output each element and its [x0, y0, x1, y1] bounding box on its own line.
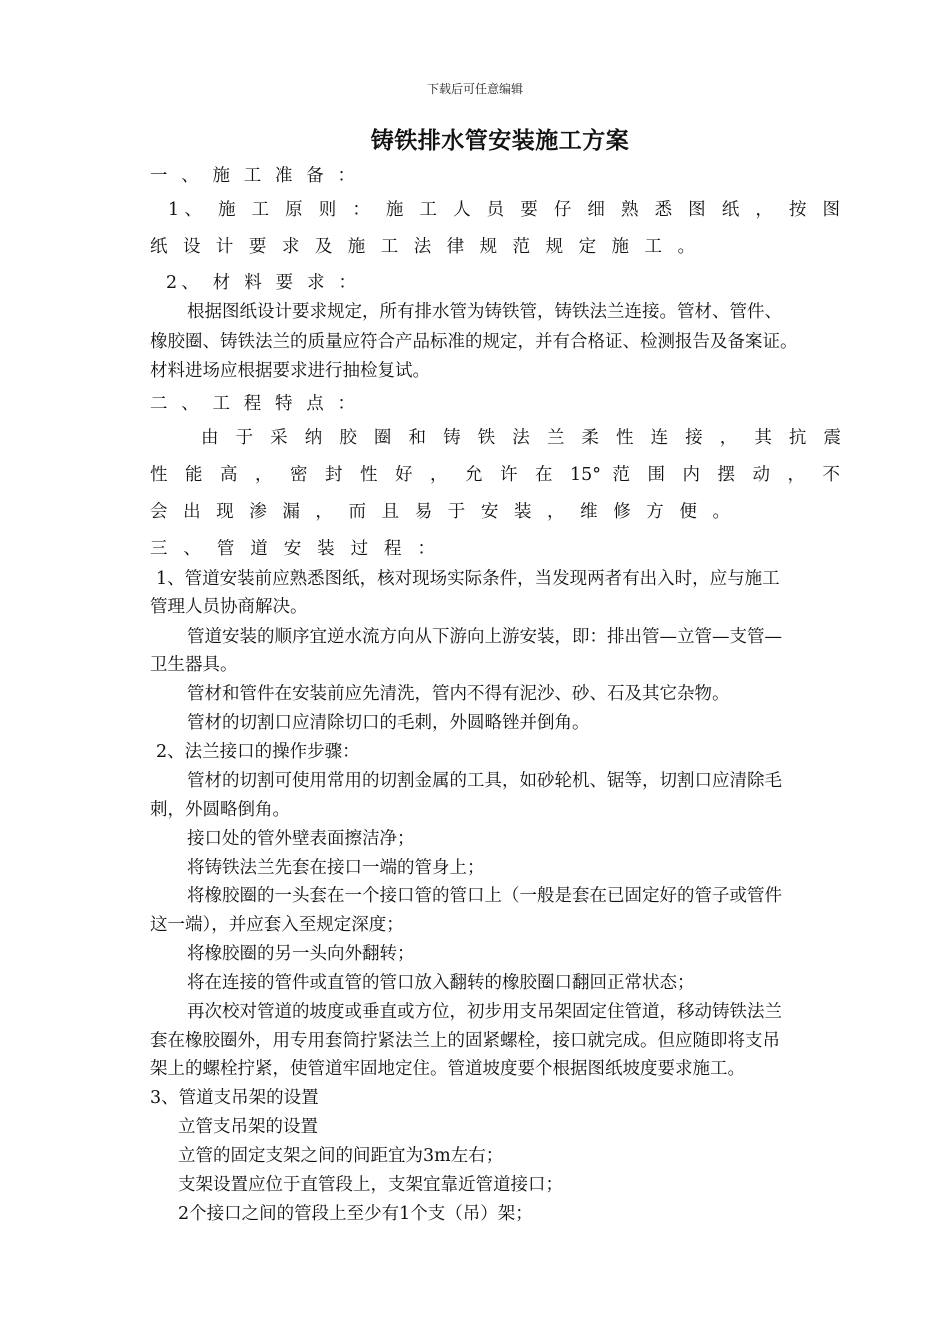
paragraph-line: 管材的切割口应清除切口的毛刺，外圆略锉并倒角。	[187, 713, 590, 733]
paragraph-line: 根据图纸设计要求规定，所有排水管为铸铁管，铸铁法兰连接。管材、管件、	[187, 302, 782, 322]
paragraph-line: 3、管道支吊架的设置	[150, 1088, 319, 1108]
paragraph-line: 立管的固定支架之间的间距宜为3m左右；	[178, 1146, 504, 1166]
paragraph-line: 管道安装的顺序宜逆水流方向从下游向上游安装，即：排出管—立管—支管—	[187, 627, 782, 647]
paragraph-line: 纸 设 计 要 求 及 施 工 法 律 规 范 规 定 施 工 。	[150, 237, 695, 257]
paragraph-line: 刺，外圆略倒角。	[150, 800, 290, 820]
page-header: 下载后可任意编辑	[426, 82, 523, 96]
paragraph-line: 2、法兰接口的操作步骤：	[156, 742, 360, 762]
section-heading-3: 三 、 管 道 安 装 过 程 ：	[150, 539, 435, 559]
paragraph-line: 将橡胶圈的一头套在一个接口管的管口上（一般是套在已固定好的管子或管件	[187, 886, 782, 906]
section-heading-1: 一 、 施 工 准 备 ：	[150, 166, 355, 186]
paragraph-line: 立管支吊架的设置	[178, 1117, 318, 1137]
paragraph-line: 管理人员协商解决。	[150, 597, 308, 617]
paragraph-line: 这一端），并应套入至规定深度；	[150, 915, 404, 935]
paragraph-line: 1、管道安装前应熟悉图纸，核对现场实际条件，当发现两者有出入时，应与施工	[156, 569, 780, 589]
document-title: 铸铁排水管安装施工方案	[370, 127, 630, 154]
paragraph-line: 将铸铁法兰先套在接口一端的管身上；	[187, 858, 485, 878]
paragraph-line: 将在连接的管件或直管的管口放入翻转的橡胶圈口翻回正常状态；	[187, 973, 695, 993]
paragraph-line: 支架设置应位于直管段上，支架宜靠近管道接口；	[178, 1175, 563, 1195]
paragraph-line: 1、 施 工 原 则 ： 施 工 人 员 要 仔 细 熟 悉 图 纸 ， 按 图	[168, 200, 840, 220]
paragraph-line: 2个接口之间的管段上至少有1个支（吊）架；	[178, 1204, 533, 1224]
paragraph-line: 橡胶圈、铸铁法兰的质量应符合产品标准的规定，并有合格证、检测报告及备案证。	[150, 332, 798, 352]
paragraph-line: 卫生器具。	[150, 655, 238, 675]
section-heading-2: 二 、 工 程 特 点 ：	[150, 394, 355, 414]
paragraph-line: 由 于 采 纳 胶 圈 和 铸 铁 法 兰 柔 性 连 接 ， 其 抗 震	[201, 428, 841, 448]
paragraph-line: 材料进场应根据要求进行抽检复试。	[150, 361, 430, 381]
paragraph-line: 将橡胶圈的另一头向外翻转；	[187, 944, 415, 964]
paragraph-line: 架上的螺栓拧紧，使管道牢固地定住。管道坡度要个根据图纸坡度要求施工。	[150, 1059, 745, 1079]
paragraph-line: 管材和管件在安装前应先清洗，管内不得有泥沙、砂、石及其它杂物。	[187, 684, 730, 704]
paragraph-line: 会 出 现 渗 漏 ， 而 且 易 于 安 装 ， 维 修 方 便 。	[150, 502, 730, 522]
subsection-heading: 2、 材 料 要 求 ：	[166, 273, 356, 293]
paragraph-line: 接口处的管外壁表面擦洁净；	[187, 829, 415, 849]
paragraph-line: 管材的切割可使用常用的切割金属的工具，如砂轮机、锯等，切割口应清除毛	[187, 771, 782, 791]
paragraph-line: 套在橡胶圈外，用专用套筒拧紧法兰上的固紧螺栓，接口就完成。但应随即将支吊	[150, 1031, 780, 1051]
paragraph-line: 再次校对管道的坡度或垂直或方位，初步用支吊架固定住管道，移动铸铁法兰	[187, 1002, 782, 1022]
paragraph-line: 性 能 高 ， 密 封 性 好 ， 允 许 在 15° 范 围 内 摆 动 ， 不	[150, 465, 840, 485]
